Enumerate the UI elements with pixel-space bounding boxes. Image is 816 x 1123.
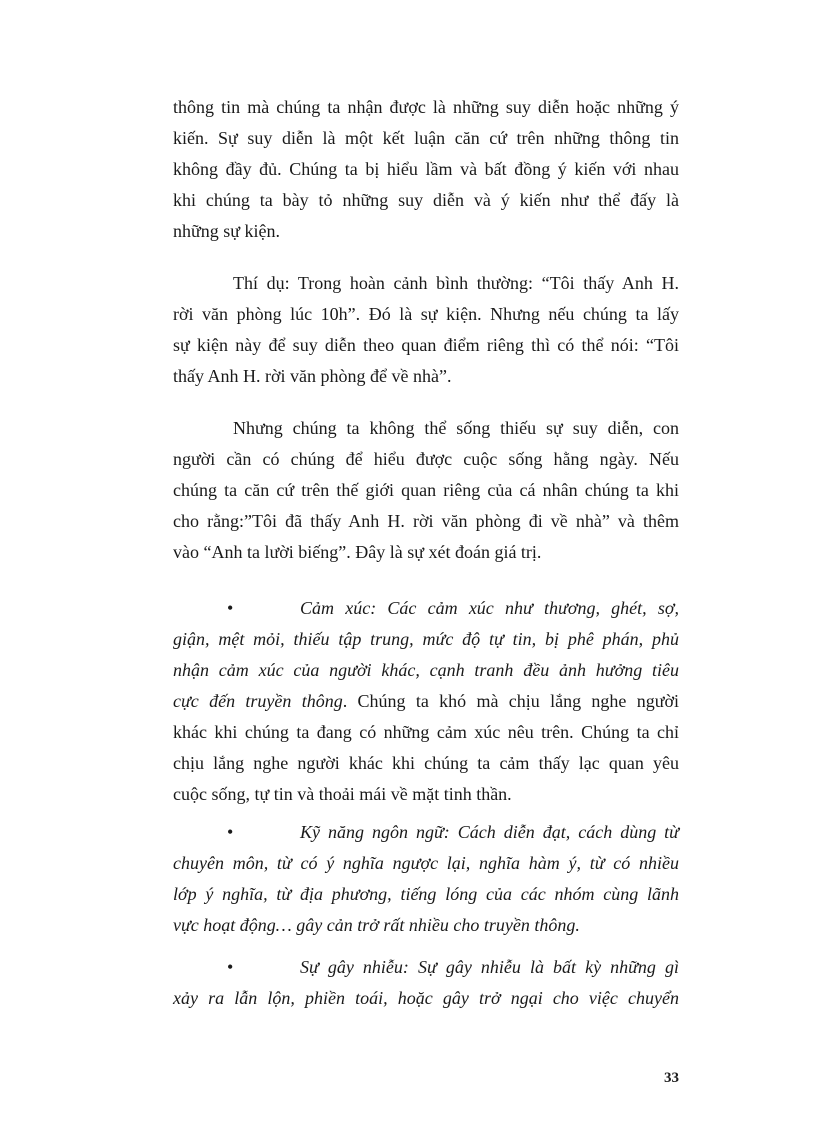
italic-phrase: cực đến truyền thông <box>173 691 343 711</box>
text-line: vào “Anh ta lười biếng”. Đây là sự xét đoán giá trị. <box>173 542 542 562</box>
page-number: 33 <box>664 1070 679 1086</box>
text-line <box>173 690 679 712</box>
text-line: lớp ý nghĩa, từ địa phương, tiếng lóng của các nhóm cùng lãnh <box>173 884 679 904</box>
text-line: không đầy đủ. Chúng ta bị hiểu lầm và bất đồng ý kiến với nhau <box>173 159 679 179</box>
text-line: cuộc sống, tự tin và thoải mái về mặt tinh thần. <box>173 784 512 804</box>
bullet-icon: • <box>227 822 234 842</box>
text-line: những sự kiện. <box>173 221 281 241</box>
text-line: giận, mệt mỏi, thiếu tập trung, mức độ tự tin, bị phê phán, phủ <box>173 629 679 649</box>
text-line: xảy ra lẫn lộn, phiền toái, hoặc gây trở ngại cho việc chuyển <box>173 988 679 1008</box>
text-line: người cần có chúng để hiểu được cuộc sống hằng ngày. Nếu <box>173 449 679 469</box>
bullet-icon: • <box>227 598 234 618</box>
text-line: chịu lắng nghe người khác khi chúng ta cảm thấy lạc quan yêu <box>173 753 679 773</box>
text-line: thấy Anh H. rời văn phòng để về nhà”. <box>173 366 452 386</box>
text-run: . Chúng ta khó mà chịu lắng nghe người <box>342 691 679 711</box>
text-line: chúng ta căn cứ trên thế giới quan riêng của cá nhân chúng ta khi <box>173 480 679 500</box>
bullet-icon: • <box>227 957 234 977</box>
text-line: khác khi chúng ta đang có những cảm xúc nêu trên. Chúng ta chỉ <box>173 722 679 742</box>
text-line: Kỹ năng ngôn ngữ: Cách diễn đạt, cách dùng từ <box>300 822 679 842</box>
text-line: Sự gây nhiễu: Sự gây nhiễu là bất kỳ những gì <box>300 957 679 977</box>
text-line: nhận cảm xúc của người khác, cạnh tranh đều ảnh hưởng tiêu <box>173 660 679 680</box>
text-line: Thí dụ: Trong hoàn cảnh bình thường: “Tôi thấy Anh H. <box>233 273 679 293</box>
text-line: kiến. Sự suy diễn là một kết luận căn cứ trên những thông tin <box>173 128 679 148</box>
text-line: cho rằng:”Tôi đã thấy Anh H. rời văn phòng đi về nhà” và thêm <box>173 511 679 531</box>
text-line: thông tin mà chúng ta nhận được là những suy diễn hoặc những ý <box>173 97 679 117</box>
text-line: vực hoạt động… gây cản trở rất nhiều cho truyền thông. <box>173 915 580 935</box>
text-line: rời văn phòng lúc 10h”. Đó là sự kiện. Nhưng nếu chúng ta lấy <box>173 304 679 324</box>
text-line: chuyên môn, từ có ý nghĩa ngược lại, nghĩa hàm ý, từ có nhiều <box>173 853 679 873</box>
text-line: Cảm xúc: Các cảm xúc như thương, ghét, sợ, <box>300 598 679 618</box>
text-line: Nhưng chúng ta không thể sống thiếu sự suy diễn, con <box>233 418 679 438</box>
text-line: sự kiện này để suy diễn theo quan điểm riêng thì có thể nói: “Tôi <box>173 335 679 355</box>
text-line: khi chúng ta bày tỏ những suy diễn và ý kiến như thể đấy là <box>173 190 679 210</box>
